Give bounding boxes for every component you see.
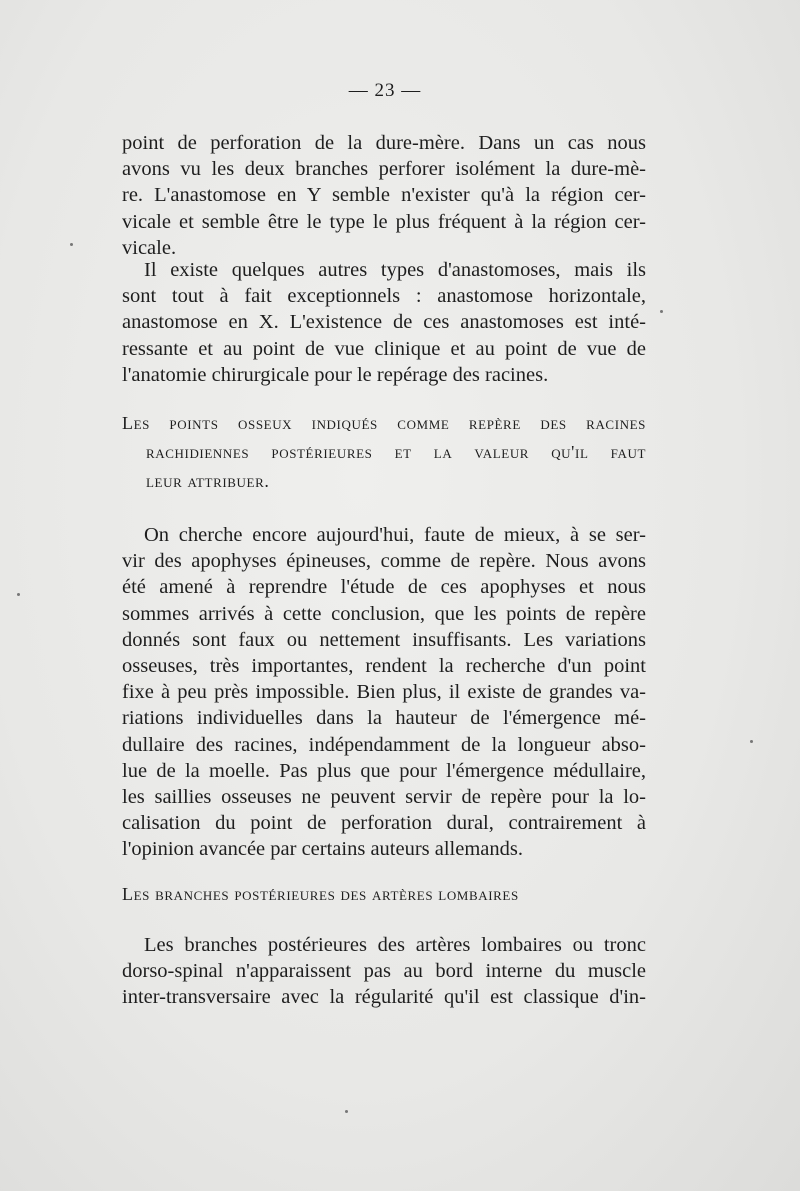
text-line: l'opinion avancée par certains auteurs allemands. [122,838,524,861]
text-line: fixe à peu près impossible. Bien plus, il existe de grandes va- [122,681,646,704]
scan-speck [345,1110,348,1113]
text-line: Il existe quelques autres types d'anastomoses, mais ils [144,259,646,281]
heading-line: Les points osseux indiqués comme repère des racines [122,413,646,433]
paragraph-perforation [122,130,646,261]
text-line: été amené à reprendre l'étude de ces apophyses et nous [122,576,646,599]
scan-speck [750,740,753,743]
text-line: riations individuelles dans la hauteur de l'émergence mé- [122,707,646,730]
section-heading-points-osseux [122,409,646,496]
text-line: dorso-spinal n'apparaissent pas au bord interne du muscle [122,960,646,983]
paragraph-branches-posterieures [122,932,646,1011]
text-line: osseuses, très importantes, rendent la recherche d'un point [122,654,646,677]
text-line: point de perforation de la dure-mère. Dans un cas nous [122,132,646,154]
text-line: anastomose en X. L'existence de ces anastomoses est inté- [122,311,646,334]
text-line: ressante et au point de vue clinique et au point de vue de [122,337,646,360]
heading-line: leur attribuer. [146,471,270,491]
text-line: vicale. [122,236,177,259]
text-line: avons vu les deux branches perforer isolément la dure-mè- [122,158,646,181]
paragraph-apophyses [122,522,646,862]
section-heading-arteres-lombaires [122,880,646,909]
text-line: On cherche encore aujourd'hui, faute de mieux, à se ser- [144,524,646,546]
heading-line: Les branches postérieures des artères lombaires [122,884,519,904]
scan-speck [70,243,73,246]
scan-speck [660,310,663,313]
scan-speck [17,593,20,596]
text-line: vir des apophyses épineuses, comme de repère. Nous avons [122,550,646,573]
text-line: donnés sont faux ou nettement insuffisants. Les variations [122,628,646,651]
text-line: dullaire des racines, indépendamment de la longueur abso- [122,733,646,756]
text-line: sommes arrivés à cette conclusion, que les points de repère [122,602,646,625]
text-line: Les branches postérieures des artères lombaires ou tronc [144,934,646,956]
text-line: inter-transversaire avec la régularité qu'il est classique d'in- [122,986,646,1009]
text-line: l'anatomie chirurgicale pour le repérage des racines. [122,363,549,386]
text-line: calisation du point de perforation dural, contrairement à [122,812,646,835]
heading-line: rachidiennes postérieures et la valeur qu'il faut [146,442,646,462]
paragraph-anastomoses [122,257,646,388]
text-line: les saillies osseuses ne peuvent servir de repère pour la lo- [122,785,646,808]
text-line: re. L'anastomose en Y semble n'exister qu'à la région cer- [122,184,646,207]
text-line: sont tout à fait exceptionnels : anastomose horizontale, [122,285,646,308]
page-number: — 23 — [348,80,422,101]
text-line: vicale et semble être le type le plus fréquent à la région cer- [122,210,646,233]
text-line: lue de la moelle. Pas plus que pour l'émergence médullaire, [122,759,646,782]
